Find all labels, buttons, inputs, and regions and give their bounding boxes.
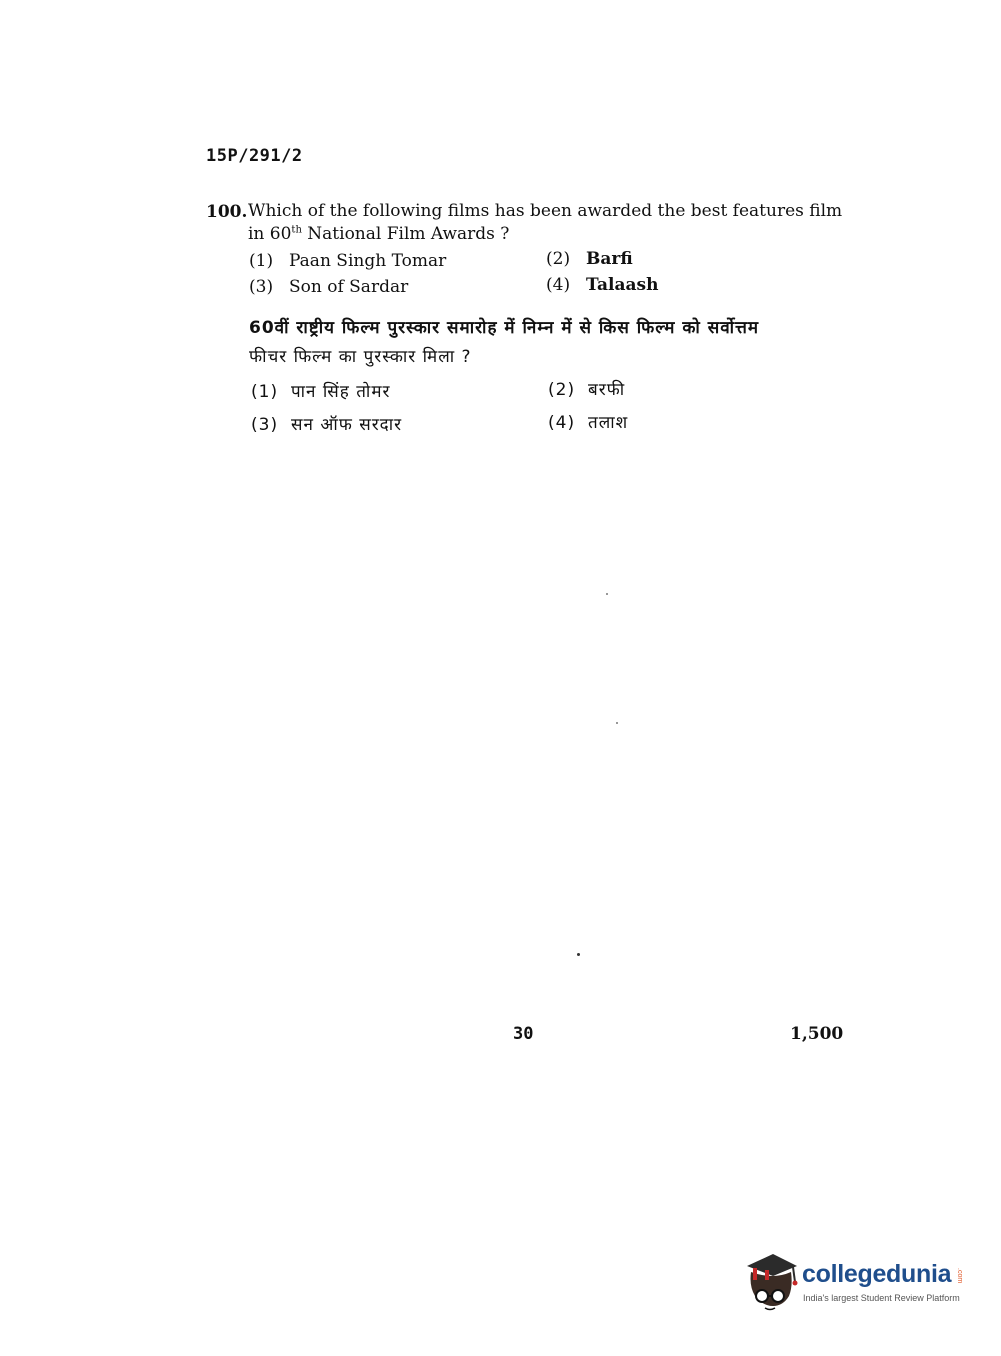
option-1 bbox=[249, 251, 446, 271]
question-text-line2-start: in 60 bbox=[248, 224, 292, 244]
hindi-option-3-number: (3) bbox=[251, 415, 279, 435]
collegedunia-logo bbox=[743, 1252, 973, 1322]
mascot-icon bbox=[743, 1252, 799, 1314]
option-2 bbox=[546, 249, 633, 269]
hindi-option-1-text: पान सिंह तोमर bbox=[291, 382, 391, 402]
page-number: 30 bbox=[513, 1024, 534, 1044]
question-text-line2 bbox=[248, 224, 509, 244]
copy-count: 1,500 bbox=[790, 1024, 844, 1044]
option-2-number: (2) bbox=[546, 249, 571, 269]
question-text-line1: Which of the following films has been awarded the best features film bbox=[248, 201, 843, 221]
option-4-text: Talaash bbox=[586, 275, 659, 295]
scan-speck bbox=[577, 953, 580, 956]
paper-code: 15P/291/2 bbox=[206, 146, 303, 166]
option-3 bbox=[249, 277, 408, 297]
question-text-line2-end: National Film Awards ? bbox=[301, 224, 510, 244]
option-1-text: Paan Singh Tomar bbox=[289, 251, 447, 271]
option-3-number: (3) bbox=[249, 277, 274, 297]
hindi-option-3-text: सन ऑफ सरदार bbox=[291, 415, 403, 435]
hindi-option-2-number: (2) bbox=[548, 380, 576, 400]
option-1-number: (1) bbox=[249, 251, 274, 271]
hindi-option-2-text: बरफी bbox=[588, 380, 626, 400]
hindi-option-1 bbox=[251, 379, 390, 402]
logo-tagline: India's largest Student Review Platform bbox=[803, 1293, 960, 1303]
hindi-option-4-number: (4) bbox=[548, 413, 576, 433]
ordinal-suffix: th bbox=[291, 224, 302, 236]
question-number: 100. bbox=[206, 202, 248, 222]
scan-speck bbox=[616, 722, 618, 724]
scan-speck bbox=[606, 593, 608, 595]
hindi-option-3 bbox=[251, 412, 402, 435]
logo-wordmark: collegedunia bbox=[802, 1260, 952, 1288]
option-4 bbox=[546, 275, 658, 295]
hindi-option-4 bbox=[548, 410, 628, 433]
option-4-number: (4) bbox=[546, 275, 571, 295]
logo-domain: .com bbox=[956, 1268, 963, 1284]
option-3-text: Son of Sardar bbox=[289, 277, 409, 297]
hindi-option-4-text: तलाश bbox=[588, 413, 629, 433]
hindi-question-line2: फीचर फिल्म का पुरस्कार मिला ? bbox=[249, 347, 472, 367]
hindi-question-line1: 60वीं राष्ट्रीय फिल्म पुरस्कार समारोह में निम्न में से किस फिल्म को सर्वोत्तम bbox=[249, 318, 759, 338]
hindi-option-2 bbox=[548, 377, 625, 400]
option-2-text: Barfi bbox=[586, 249, 633, 269]
hindi-option-1-number: (1) bbox=[251, 382, 279, 402]
